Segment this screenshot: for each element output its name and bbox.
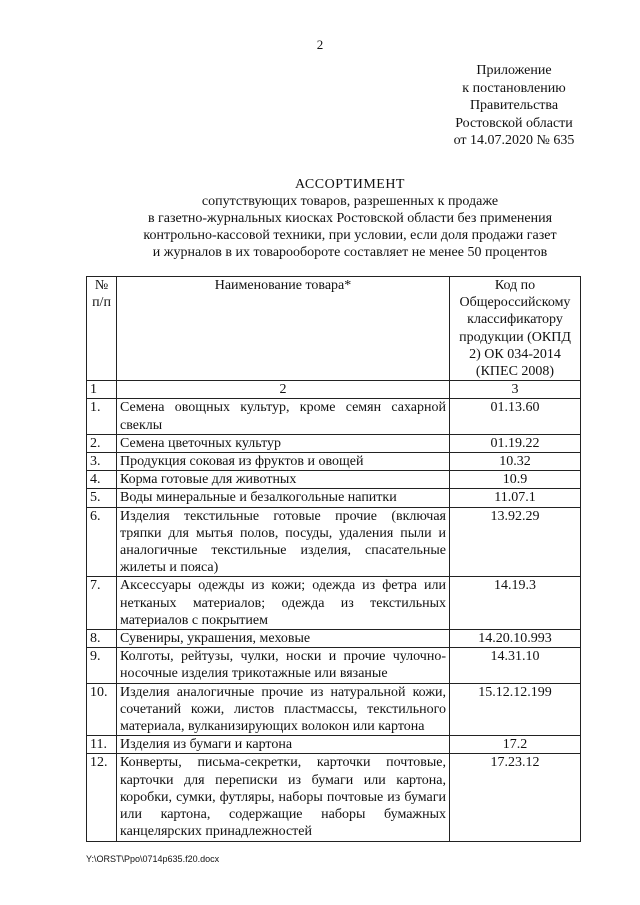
appendix-block: [420, 62, 608, 150]
row-num-cell: 1.: [87, 399, 117, 434]
row-name-cell: Воды минеральные и безалкогольные напитки: [117, 489, 450, 507]
row-name-cell: Изделия аналогичные прочие из натуральной кожи, сочетаний кожи, листов пластмассы, текстильного материала, вулканизирующих волокон или картона: [117, 683, 450, 736]
row-code-cell: 14.19.3: [450, 577, 581, 630]
appendix-line: от 14.07.2020 № 635: [453, 133, 575, 148]
file-path-footer: Y:\ORST\Ppo\0714p635.f20.docx: [86, 854, 220, 864]
row-code-cell: 01.19.22: [450, 434, 581, 452]
row-name-cell: Семена цветочных культур: [117, 434, 450, 452]
table-row: [87, 399, 581, 434]
row-code-cell: 15.12.12.199: [450, 683, 581, 736]
table-row: [87, 648, 581, 683]
row-num-cell: 7.: [87, 577, 117, 630]
header-num: № п/п: [87, 277, 117, 381]
table-row: [87, 736, 581, 754]
row-code-cell: 17.2: [450, 736, 581, 754]
row-num-cell: 9.: [87, 648, 117, 683]
title-line: контрольно-кассовой техники, при условии, если доля продажи газет: [143, 228, 557, 243]
row-code-cell: 11.07.1: [450, 489, 581, 507]
table-row: [87, 489, 581, 507]
row-name-cell: Конверты, письма-секретки, карточки почтовые, карточки для переписки из бумаги или картона, коробки, сумки, футляры, наборы почтовые из бумаги или картона, содержащие наборы бумажных канцелярских принадлежностей: [117, 754, 450, 841]
row-num-cell: 11.: [87, 736, 117, 754]
row-code-cell: 10.32: [450, 453, 581, 471]
index-cell: 3: [450, 381, 581, 399]
title-line: в газетно-журнальных киосках Ростовской области без применения: [147, 211, 553, 226]
row-num-cell: 8.: [87, 630, 117, 648]
row-name-cell: Семена овощных культур, кроме семян сахарной свеклы: [117, 399, 450, 434]
row-name-cell: Аксессуары одежды из кожи; одежда из фетра или нетканых материалов; одежда из текстильных материалов с покрытием: [117, 577, 450, 630]
row-num-cell: 10.: [87, 683, 117, 736]
row-name-cell: Корма готовые для животных: [117, 471, 450, 489]
row-name-cell: Изделия из бумаги и картона: [117, 736, 450, 754]
row-num-cell: 2.: [87, 434, 117, 452]
index-cell: 2: [117, 381, 450, 399]
table-row: [87, 434, 581, 452]
row-code-cell: 17.23.12: [450, 754, 581, 841]
goods-table: [86, 276, 581, 842]
table-index-row: [87, 381, 581, 399]
row-name-cell: Сувениры, украшения, меховые: [117, 630, 450, 648]
appendix-line: к постановлению: [462, 80, 566, 96]
title-heading: АССОРТИМЕНТ: [295, 177, 405, 192]
row-code-cell: 01.13.60: [450, 399, 581, 434]
row-num-cell: 12.: [87, 754, 117, 841]
row-num-cell: 3.: [87, 453, 117, 471]
header-code: Код по Общероссийскому классификатору продукции (ОКПД 2) ОК 034-2014 (КПЕС 2008): [450, 277, 581, 381]
page-number: 2: [316, 37, 324, 52]
appendix-line: Правительства: [469, 98, 559, 113]
appendix-line: Ростовской области: [455, 115, 573, 131]
row-num-cell: 6.: [87, 507, 117, 577]
header-name: Наименование товара*: [117, 277, 450, 381]
row-code-cell: 13.92.29: [450, 507, 581, 577]
table-row: [87, 471, 581, 489]
index-cell: 1: [87, 381, 117, 399]
table-row: [87, 630, 581, 648]
row-code-cell: 14.31.10: [450, 648, 581, 683]
table-row: [87, 577, 581, 630]
document-title: [60, 176, 640, 261]
title-line: сопутствующих товаров, разрешенных к продаже: [201, 194, 499, 209]
row-code-cell: 14.20.10.993: [450, 630, 581, 648]
row-num-cell: 4.: [87, 471, 117, 489]
table-header-row: [87, 277, 581, 381]
appendix-line: Приложение: [476, 63, 552, 78]
title-line: и журналов в их товарообороте составляет не менее 50 процентов: [152, 245, 548, 260]
row-name-cell: Изделия текстильные готовые прочие (включая тряпки для мытья полов, посуды, удаления пыли и аналогичные текстильные изделия, спасательные жилеты и пояса): [117, 507, 450, 577]
row-name-cell: Колготы, рейтузы, чулки, носки и прочие чулочно-носочные изделия трикотажные или вязаные: [117, 648, 450, 683]
table-row: [87, 754, 581, 841]
row-num-cell: 5.: [87, 489, 117, 507]
row-code-cell: 10.9: [450, 471, 581, 489]
table-row: [87, 453, 581, 471]
row-name-cell: Продукция соковая из фруктов и овощей: [117, 453, 450, 471]
table-row: [87, 507, 581, 577]
table-row: [87, 683, 581, 736]
